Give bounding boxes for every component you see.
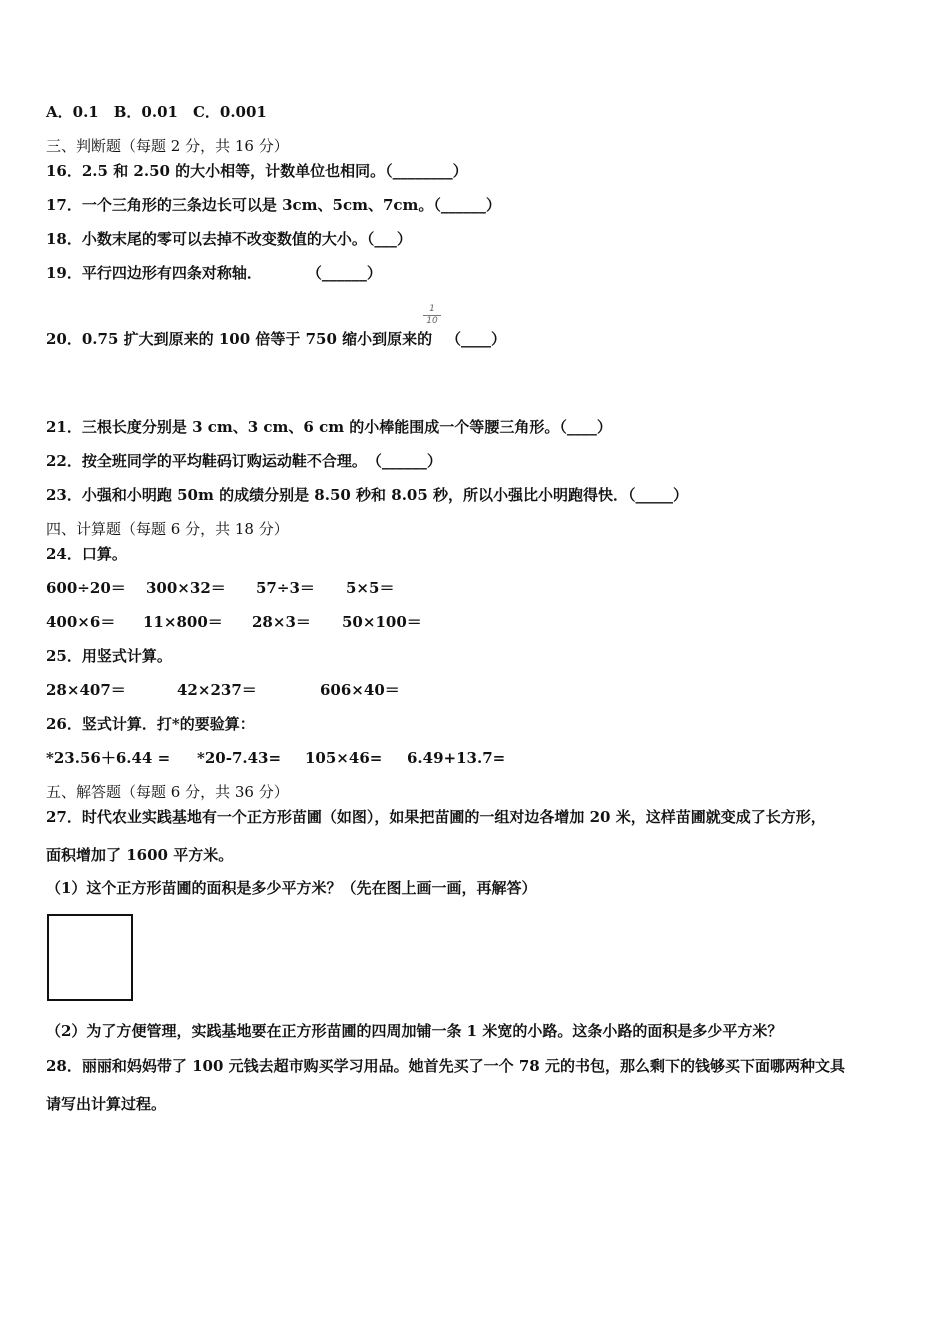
section4-title: 四、计算题（每题 6 分，共 18 分） <box>46 520 289 538</box>
q27-part2: （2）为了方便管理，实践基地要在正方形苗圃的四周加铺一条 1 米宽的小路。这条小路的面积是多少平方米？ <box>46 1022 783 1040</box>
fraction-denominator: 10 <box>426 316 438 326</box>
q24-r2-c3: 28×3＝ <box>252 613 311 631</box>
q26-c2: *20-7.43= <box>197 749 282 767</box>
q26-c4: 6.49+13.7= <box>407 749 506 767</box>
q24-title: 24．口算。 <box>46 545 127 563</box>
q18: 18．小数末尾的零可以去掉不改变数值的大小。（___） <box>46 230 412 248</box>
q27-line2: 面积增加了 1600 平方米。 <box>46 846 234 864</box>
q24-r1-c1: 600÷20＝ <box>46 579 126 597</box>
q22: 22．按全班同学的平均鞋码订购运动鞋不合理。 （______） <box>46 452 442 470</box>
q25-title: 25．用竖式计算。 <box>46 647 172 665</box>
q21: 21．三根长度分别是 3 cm、3 cm、6 cm 的小棒能围成一个等腰三角形。（____） <box>46 418 612 436</box>
q23: 23．小强和小明跑 50m 的成绩分别是 8.50 秒和 8.05 秒，所以小强比小明跑得快．（_____） <box>46 486 689 504</box>
q19: 19．平行四边形有四条对称轴． （______） <box>46 264 382 282</box>
q26-c3: 105×46= <box>305 749 383 767</box>
q15-options: A．0.1 B．0.01 C．0.001 <box>46 103 267 121</box>
q17: 17．一个三角形的三条边长可以是 3cm、5cm、7cm。（______） <box>46 196 501 214</box>
q27-line1: 27．时代农业实践基地有一个正方形苗圃（如图），如果把苗圃的一组对边各增加 20 米，这样苗圃就变成了长方形， <box>46 808 826 826</box>
section3-title: 三、判断题（每题 2 分，共 16 分） <box>46 137 289 155</box>
q24-r2-c1: 400×6＝ <box>46 613 116 631</box>
q28-line1: 28．丽丽和妈妈带了 100 元钱去超市购买学习用品。她首先买了一个 78 元的书包，那么剩下的钱够买下面哪两种文具 <box>46 1057 845 1075</box>
q25-c3: 606×40＝ <box>320 681 400 699</box>
q24-r2-c4: 50×100＝ <box>342 613 422 631</box>
q20-blank: （____） <box>446 330 507 348</box>
q24-r1-c3: 57÷3＝ <box>256 579 315 597</box>
q20: 20．0.75 扩大到原来的 100 倍等于 750 缩小到原来的 <box>46 330 433 348</box>
q27-part1: （1）这个正方形苗圃的面积是多少平方米？（先在图上画一画，再解答） <box>46 879 537 897</box>
q24-r2-c2: 11×800＝ <box>143 613 223 631</box>
q25-c2: 42×237＝ <box>177 681 257 699</box>
q26-c1: *23.56＋6.44 = <box>46 749 171 767</box>
q26-title: 26．竖式计算．打*的要验算： <box>46 715 255 733</box>
q28-line2: 请写出计算过程。 <box>46 1095 167 1113</box>
q25-c1: 28×407＝ <box>46 681 126 699</box>
q16: 16．2.5 和 2.50 的大小相等，计数单位也相同。（________） <box>46 162 468 180</box>
square-nursery-figure <box>47 914 133 1001</box>
q24-r1-c4: 5×5＝ <box>346 579 395 597</box>
fraction-numerator: 1 <box>423 304 441 316</box>
q20-fraction <box>423 304 441 327</box>
section5-title: 五、解答题（每题 6 分，共 36 分） <box>46 783 289 801</box>
q24-r1-c2: 300×32＝ <box>146 579 226 597</box>
